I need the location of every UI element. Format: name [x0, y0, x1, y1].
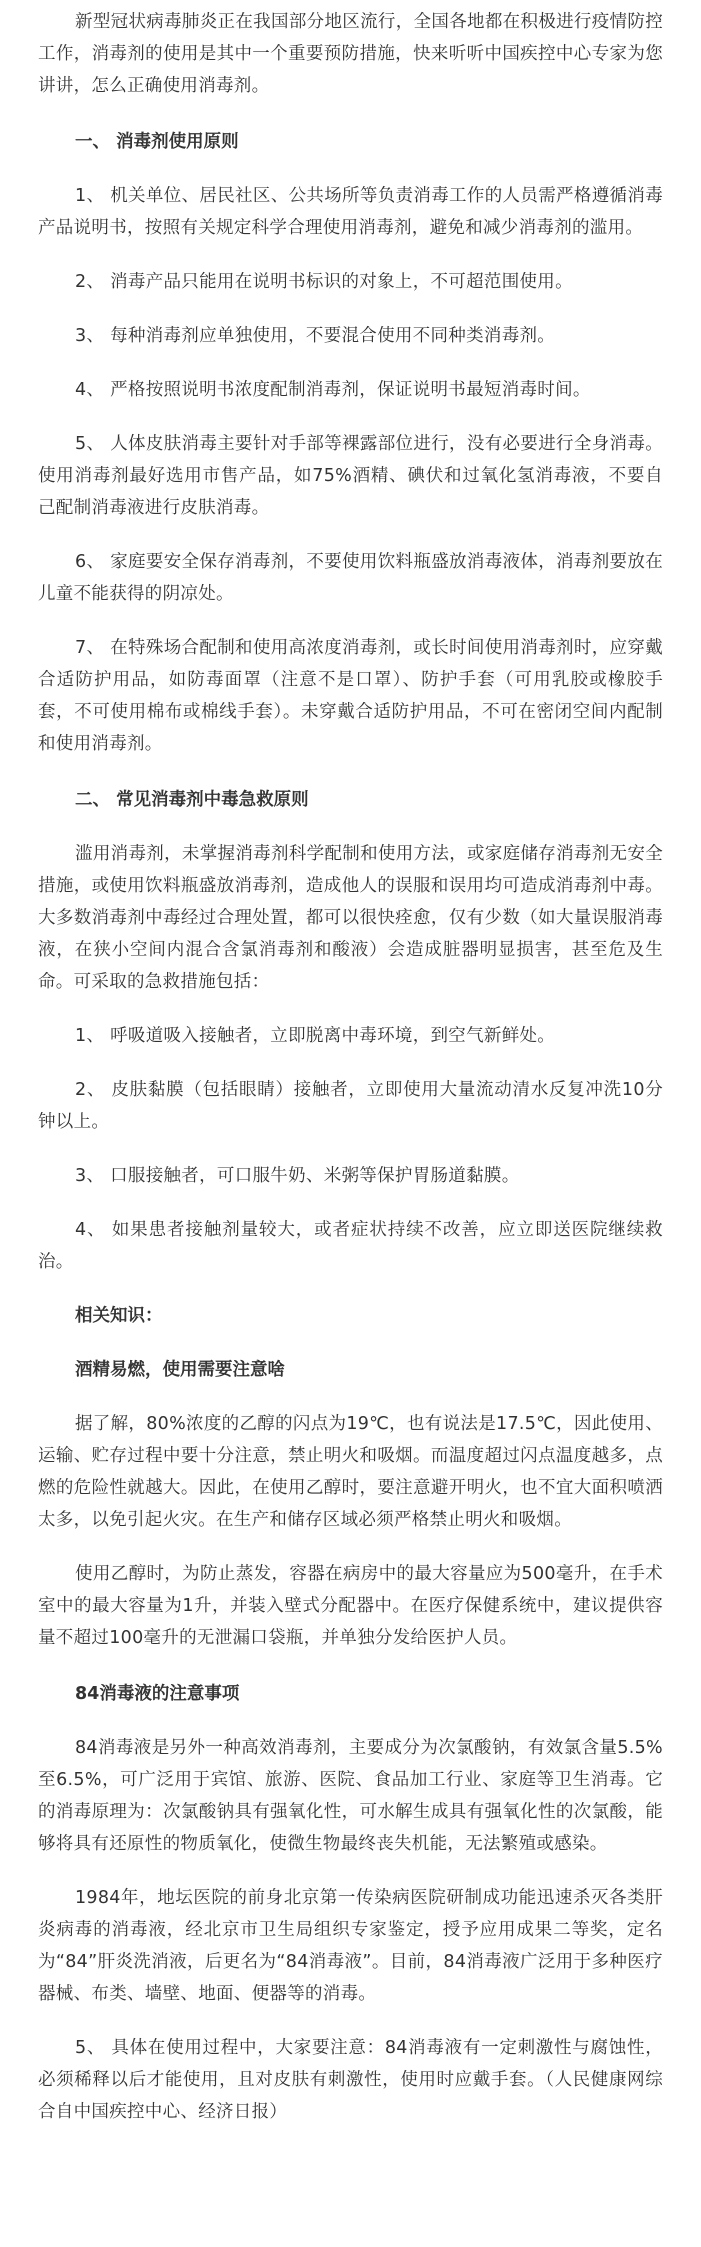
intro-paragraph: 新型冠状病毒肺炎正在我国部分地区流行，全国各地都在积极进行疫情防控工作，消毒剂的使用是其中一个重要预防措施，快来听听中国疾控中心专家为您讲讲，怎么正确使用消毒剂。	[38, 12, 663, 96]
section2-item-4: 4、 如果患者接触剂量较大，或者症状持续不改善，应立即送医院继续救治。	[38, 1220, 663, 1272]
section1-item-6: 6、 家庭要安全保存消毒剂，不要使用饮料瓶盛放消毒液体，消毒剂要放在儿童不能获得的阴凉处。	[38, 552, 663, 604]
alcohol-heading: 酒精易燃，使用需要注意啥	[75, 1360, 285, 1380]
alcohol-paragraph-1: 据了解，80%浓度的乙醇的闪点为19℃，也有说法是17.5℃，因此使用、运输、贮存过程中要十分注意，禁止明火和吸烟。而温度超过闪点温度越多，点燃的危险性就越大。因此，在使用乙醇时，要注意避开明火，也不宜大面积喷洒太多，以免引起火灾。在生产和储存区域必须严格禁止明火和吸烟。	[38, 1414, 663, 1530]
section1-item-7: 7、 在特殊场合配制和使用高浓度消毒剂，或长时间使用消毒剂时，应穿戴合适防护用品，如防毒面罩（注意不是口罩）、防护手套（可用乳胶或橡胶手套，不可使用棉布或棉线手套）。未穿戴合适防护用品，不可在密闭空间内配制和使用消毒剂。	[38, 638, 663, 754]
section2-item-3: 3、 口服接触者，可口服牛奶、米粥等保护胃肠道黏膜。	[75, 1166, 520, 1186]
section1-item-4: 4、 严格按照说明书浓度配制消毒剂，保证说明书最短消毒时间。	[75, 380, 591, 400]
section1-item-5: 5、 人体皮肤消毒主要针对手部等裸露部位进行，没有必要进行全身消毒。使用消毒剂最好选用市售产品，如75%酒精、碘伏和过氧化氢消毒液，不要自己配制消毒液进行皮肤消毒。	[38, 434, 663, 518]
related-heading: 相关知识：	[75, 1306, 163, 1326]
section2-heading: 二、 常见消毒剂中毒急救原则	[75, 790, 309, 810]
alcohol-paragraph-2: 使用乙醇时，为防止蒸发，容器在病房中的最大容量应为500毫升，在手术室中的最大容量为1升，并装入壁式分配器中。在医疗保健系统中，建议提供容量不超过100毫升的无泄漏口袋瓶，并单独分发给医护人员。	[38, 1564, 663, 1648]
disinfectant84-paragraph-2: 1984年，地坛医院的前身北京第一传染病医院研制成功能迅速杀灭各类肝炎病毒的消毒液，经北京市卫生局组织专家鉴定，授予应用成果二等奖，定名为“84”肝炎洗消液，后更名为“84消毒液”。目前，84消毒液广泛用于多种医疗器械、布类、墙壁、地面、便器等的消毒。	[38, 1888, 663, 2004]
disinfectant84-heading: 84消毒液的注意事项	[75, 1684, 240, 1704]
section2-item-1: 1、 呼吸道吸入接触者，立即脱离中毒环境，到空气新鲜处。	[75, 1026, 556, 1046]
section1-item-2: 2、 消毒产品只能用在说明书标识的对象上，不可超范围使用。	[75, 272, 573, 292]
section1-item-1: 1、 机关单位、居民社区、公共场所等负责消毒工作的人员需严格遵循消毒产品说明书，按照有关规定科学合理使用消毒剂，避免和减少消毒剂的滥用。	[38, 186, 663, 238]
section1-item-3: 3、 每种消毒剂应单独使用，不要混合使用不同种类消毒剂。	[75, 326, 556, 346]
disinfectant84-paragraph-3: 5、 具体在使用过程中，大家要注意：84消毒液有一定刺激性与腐蚀性，必须稀释以后才能使用，且对皮肤有刺激性，使用时应戴手套。（人民健康网综合自中国疾控中心、经济日报）	[38, 2038, 663, 2122]
section1-heading: 一、 消毒剂使用原则	[75, 132, 239, 152]
section2-intro: 滥用消毒剂，未掌握消毒剂科学配制和使用方法，或家庭储存消毒剂无安全措施，或使用饮料瓶盛放消毒剂，造成他人的误服和误用均可造成消毒剂中毒。大多数消毒剂中毒经过合理处置，都可以很快痊愈，仅有少数（如大量误服消毒液，在狭小空间内混合含氯消毒剂和酸液）会造成脏器明显损害，甚至危及生命。可采取的急救措施包括：	[38, 844, 663, 992]
section2-item-2: 2、 皮肤黏膜（包括眼睛）接触者，立即使用大量流动清水反复冲洗10分钟以上。	[38, 1080, 663, 1132]
disinfectant84-paragraph-1: 84消毒液是另外一种高效消毒剂，主要成分为次氯酸钠，有效氯含量5.5%至6.5%，可广泛用于宾馆、旅游、医院、食品加工行业、家庭等卫生消毒。它的消毒原理为：次氯酸钠具有强氧化性，可水解生成具有强氧化性的次氯酸，能够将具有还原性的物质氧化，使微生物最终丧失机能，无法繁殖或感染。	[38, 1738, 663, 1854]
